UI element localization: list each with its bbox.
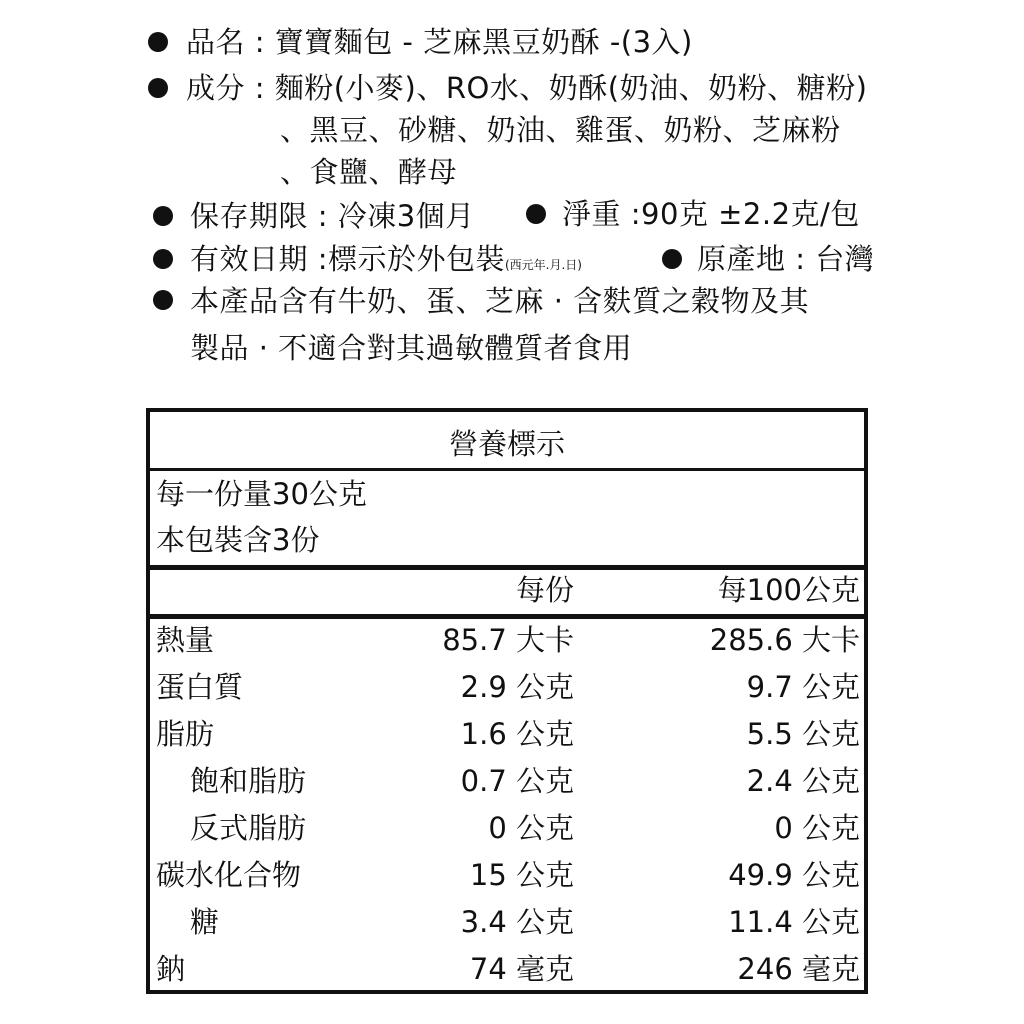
- nutrient-name: 鈉: [156, 952, 186, 986]
- nutrient-name: 脂肪: [156, 717, 215, 751]
- column-header-per-100g: 每100公克: [717, 573, 860, 607]
- nutrient-per-serving: 0 公克: [488, 811, 574, 845]
- bullet-icon: [148, 78, 168, 98]
- divider: [150, 468, 864, 471]
- origin: 原產地 : 台灣: [697, 242, 875, 276]
- nutrient-per-100g: 2.4 公克: [746, 764, 860, 798]
- shelf-life: 保存期限 : 冷凍3個月: [190, 199, 475, 233]
- nutrient-per-100g: 5.5 公克: [746, 717, 860, 751]
- allergen-line-1: 本產品含有牛奶、蛋、芝麻 · 含麩質之穀物及其: [190, 284, 810, 318]
- nutrient-per-serving: 0.7 公克: [460, 764, 574, 798]
- nutrient-per-100g: 49.9 公克: [728, 858, 860, 892]
- nutrient-per-serving: 2.9 公克: [460, 670, 574, 704]
- bullet-icon: [153, 290, 173, 310]
- nutrient-per-100g: 0 公克: [774, 811, 860, 845]
- ingredients-line-3: 、食鹽、酵母: [280, 155, 458, 189]
- allergen-line-2: 製品 · 不適合對其過敏體質者食用: [190, 331, 633, 365]
- nutrient-per-serving: 85.7 大卡: [442, 623, 574, 657]
- net-weight: 淨重 :90克 ±2.2克/包: [562, 197, 860, 231]
- nutrient-per-serving: 74 毫克: [469, 952, 574, 986]
- nutrient-per-100g: 9.7 公克: [746, 670, 860, 704]
- divider: [150, 614, 864, 619]
- expiry-label: 有效日期 :標示於外包裝: [190, 242, 505, 276]
- serving-size: 每一份量30公克: [156, 477, 367, 511]
- bullet-icon: [148, 32, 168, 52]
- nutrient-per-100g: 285.6 大卡: [709, 623, 860, 657]
- nutrition-table: [146, 408, 868, 994]
- servings-per-package: 本包裝含3份: [156, 523, 320, 557]
- ingredients-line-1: 成分 : 麵粉(小麥)、RO水、奶酥(奶油、奶粉、糖粉): [186, 71, 868, 105]
- column-header-per-serving: 每份: [515, 573, 574, 607]
- nutrient-name: 熱量: [156, 623, 215, 657]
- nutrition-title: 營養標示: [448, 427, 565, 461]
- expiry-format-note: (西元年.月.日): [505, 258, 582, 272]
- bullet-icon: [153, 249, 173, 269]
- nutrient-name: 蛋白質: [156, 670, 244, 704]
- ingredients-line-2: 、黑豆、砂糖、奶油、雞蛋、奶粉、芝麻粉: [280, 113, 841, 147]
- nutrient-per-serving: 1.6 公克: [460, 717, 574, 751]
- bullet-icon: [153, 206, 173, 226]
- nutrient-name: 飽和脂肪: [190, 764, 307, 798]
- nutrient-name: 糖: [190, 905, 220, 939]
- nutrient-per-100g: 11.4 公克: [728, 905, 860, 939]
- bullet-icon: [662, 249, 682, 269]
- bullet-icon: [526, 204, 546, 224]
- product-name: 品名 : 寶寶麵包 - 芝麻黑豆奶酥 -(3入): [186, 25, 693, 59]
- nutrient-name: 反式脂肪: [190, 811, 307, 845]
- expiry-date: [190, 239, 582, 285]
- nutrient-per-100g: 246 毫克: [737, 952, 860, 986]
- nutrient-per-serving: 3.4 公克: [460, 905, 574, 939]
- nutrient-per-serving: 15 公克: [469, 858, 574, 892]
- nutrient-name: 碳水化合物: [156, 858, 302, 892]
